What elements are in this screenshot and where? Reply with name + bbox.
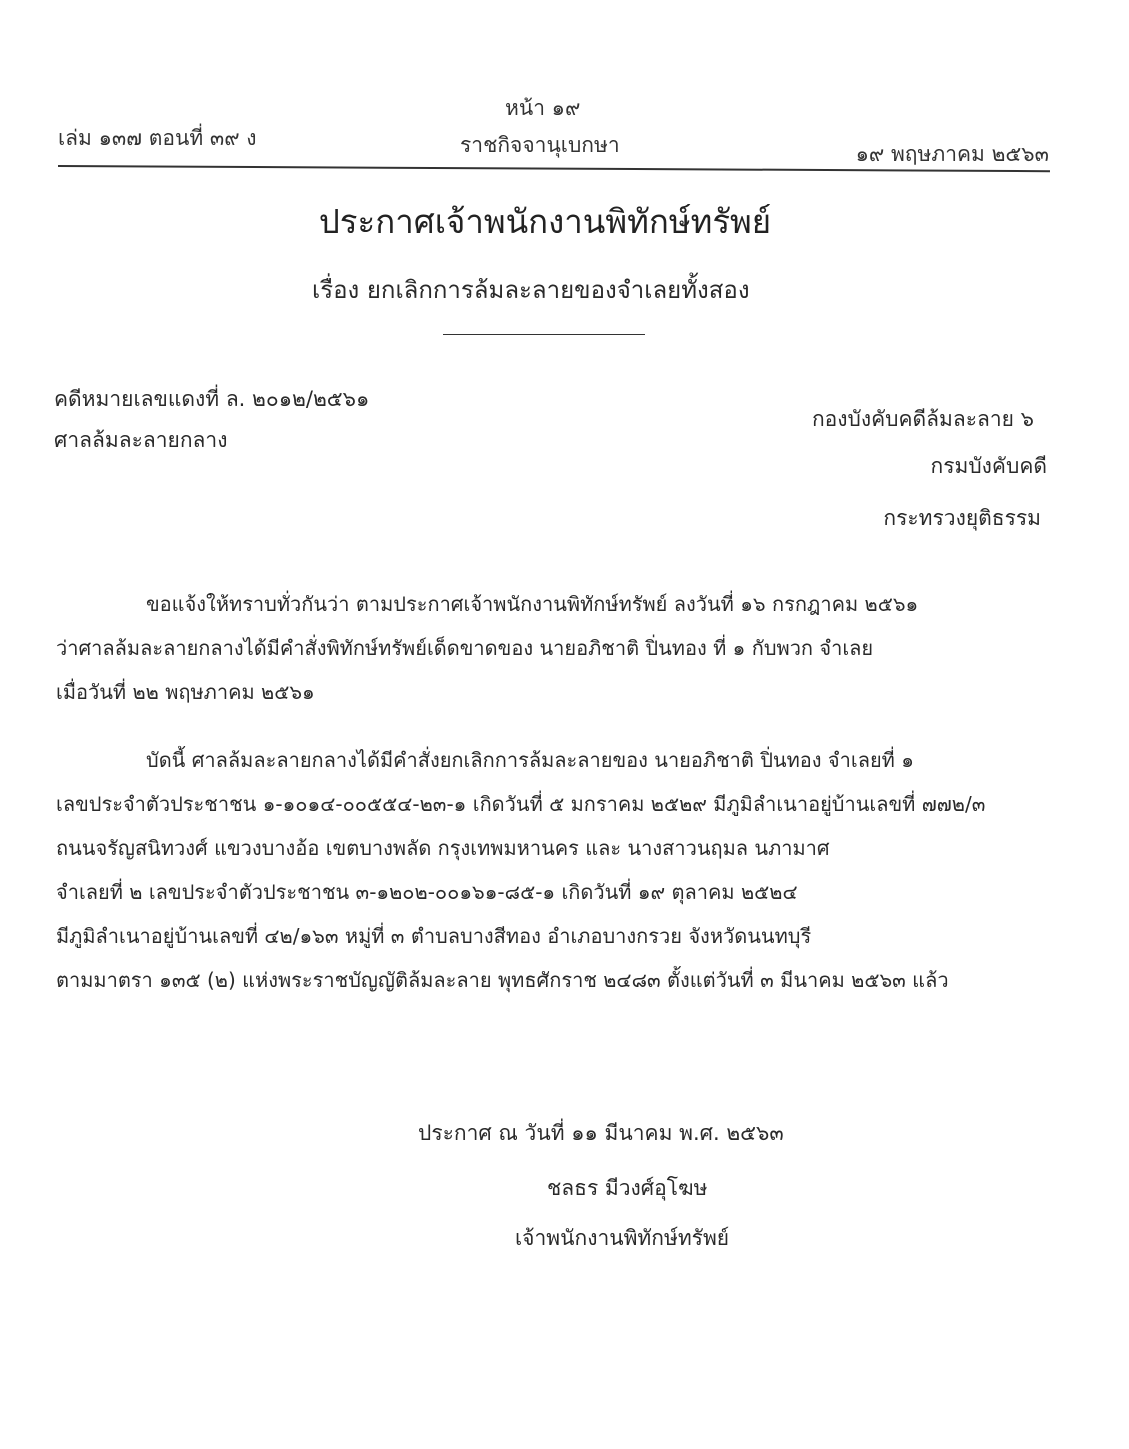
body-paragraph-1 [56,582,1041,714]
page-number: หน้า ๑๙ [505,96,581,120]
paragraph-2-line: เลขประจำตัวประชาชน ๑-๑๐๑๔-๐๐๕๕๔-๒๓-๑ เกิดวันที่ ๕ มกราคม ๒๕๒๙ มีภูมิลำเนาอยู่บ้านเลขที่ ๗๗๒/๓ [56,792,986,816]
paragraph-1-line: ขอแจ้งให้ทราบทั่วกันว่า ตามประกาศเจ้าพนักงานพิทักษ์ทรัพย์ ลงวันที่ ๑๖ กรกฎาคม ๒๕๖๑ [146,592,919,616]
header-date: ๑๙ พฤษภาคม ๒๕๖๓ [855,142,1049,166]
title-divider [443,334,645,335]
document-subject: เรื่อง ยกเลิกการล้มละลายของจำเลยทั้งสอง [312,276,750,304]
document-title: ประกาศเจ้าพนักงานพิทักษ์ทรัพย์ [318,202,772,241]
agency-department: กรมบังคับคดี [930,454,1047,478]
paragraph-2-line: จำเลยที่ ๒ เลขประจำตัวประชาชน ๓-๑๒๐๒-๐๐๑๖๑-๘๕-๑ เกิดวันที่ ๑๙ ตุลาคม ๒๕๒๔ [56,880,798,904]
paragraph-1-line: เมื่อวันที่ ๒๒ พฤษภาคม ๒๕๖๑ [56,680,315,704]
agency-division: กองบังคับคดีล้มละลาย ๖ [811,407,1034,431]
signer-position: เจ้าพนักงานพิทักษ์ทรัพย์ [515,1226,730,1250]
gazette-name: ราชกิจจานุเบกษา [460,133,620,157]
signer-name: ชลธร มีวงศ์อุโฆษ [547,1176,708,1200]
paragraph-2-line: ตามมาตรา ๑๓๕ (๒) แห่งพระราชบัญญัติล้มละลาย พุทธศักราช ๒๔๘๓ ตั้งแต่วันที่ ๓ มีนาคม ๒๕๖๓ แล้ว [56,968,949,992]
paragraph-2-line: ถนนจรัญสนิทวงศ์ แขวงบางอ้อ เขตบางพลัด กรุงเทพมหานคร และ นางสาวนฤมล นภามาศ [56,836,830,860]
court-name: ศาลล้มละลายกลาง [54,428,228,452]
body-paragraph-2 [56,738,1041,1002]
paragraph-1-line: ว่าศาลล้มละลายกลางได้มีคำสั่งพิทักษ์ทรัพย์เด็ดขาดของ นายอภิชาติ ปิ่นทอง ที่ ๑ กับพวก จำเลย [56,636,874,660]
paragraph-2-line: บัดนี้ ศาลล้มละลายกลางได้มีคำสั่งยกเลิกการล้มละลายของ นายอภิชาติ ปิ่นทอง จำเลยที่ ๑ [146,748,914,772]
volume-issue: เล่ม ๑๓๗ ตอนที่ ๓๙ ง [58,126,257,150]
case-number: คดีหมายเลขแดงที่ ล. ๒๐๑๒/๒๕๖๑ [54,387,370,411]
paragraph-2-line: มีภูมิลำเนาอยู่บ้านเลขที่ ๔๒/๑๖๓ หมู่ที่ ๓ ตำบลบางสีทอง อำเภอบางกรวย จังหวัดนนทบุรี [56,924,812,948]
agency-ministry: กระทรวงยุติธรรม [883,506,1041,530]
announcement-date: ประกาศ ณ วันที่ ๑๑ มีนาคม พ.ศ. ๒๕๖๓ [418,1121,784,1145]
